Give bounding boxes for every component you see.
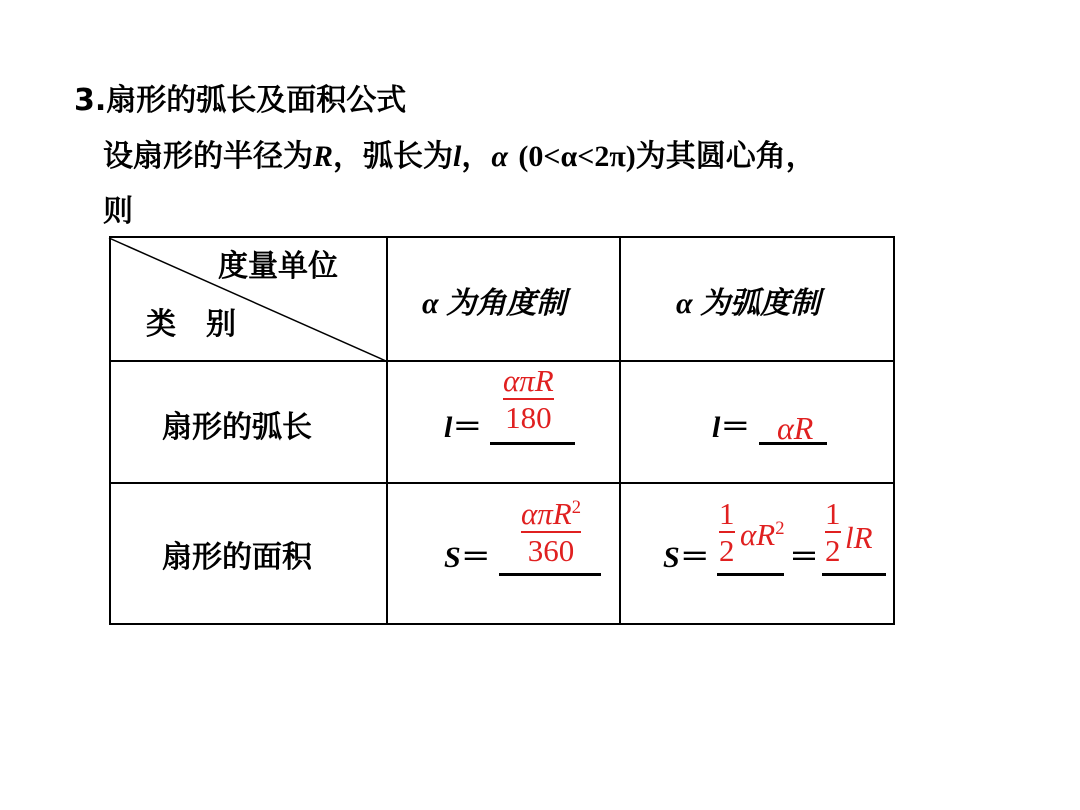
area-degree-denominator: 360: [527, 532, 575, 568]
area-radian-blank-2: [822, 573, 886, 576]
alpha-range: (0<α<2π): [518, 140, 636, 173]
intro-text-3: ，: [461, 139, 492, 174]
area-radian-term-1: $\alpha R^2$: [740, 517, 785, 552]
row-label-arc-length: 扇形的弧长: [162, 410, 312, 445]
header-corner-top: 度量单位: [218, 249, 338, 284]
area-radian-half-2: 1 2: [825, 496, 841, 568]
area-radian-second-equals: ＝: [789, 541, 819, 574]
header-corner-bottom: 类 别: [146, 307, 236, 342]
arc-degree-numerator: απR: [503, 363, 554, 398]
arc-symbol: l: [453, 140, 462, 173]
row-label-area: 扇形的面积: [162, 540, 312, 575]
intro-text-2: ，弧长为: [333, 139, 454, 174]
radius-symbol: R: [313, 140, 334, 173]
arc-degree-denominator: 180: [505, 399, 552, 435]
alpha-symbol: α: [491, 140, 508, 173]
intro-text-4: 为其圆心角，: [635, 139, 816, 174]
header-radian-column: α 为弧度制: [676, 287, 821, 320]
area-radian-term-2: lR: [845, 520, 873, 555]
area-degree-blank: [499, 573, 601, 576]
area-degree-lhs: S＝: [444, 541, 491, 574]
arc-radian-answer: αR: [777, 410, 814, 446]
arc-degree-blank: [490, 442, 575, 445]
area-radian-half-1: 1 2: [719, 496, 735, 568]
header-degree-column: α 为角度制: [422, 287, 567, 320]
arc-radian-lhs: l＝: [712, 411, 751, 444]
area-radian-lhs: S＝: [663, 541, 710, 574]
intro-line-2: 则: [103, 194, 133, 229]
arc-degree-lhs: l＝: [444, 411, 483, 444]
arc-degree-answer: [503, 365, 554, 433]
area-degree-answer: [521, 498, 581, 566]
intro-text-1: 设扇形的半径为: [103, 139, 313, 174]
section-heading: 3.扇形的弧长及面积公式: [74, 83, 407, 118]
area-radian-blank-1: [717, 573, 784, 576]
area-degree-numerator: απR$^2$: [521, 496, 582, 531]
